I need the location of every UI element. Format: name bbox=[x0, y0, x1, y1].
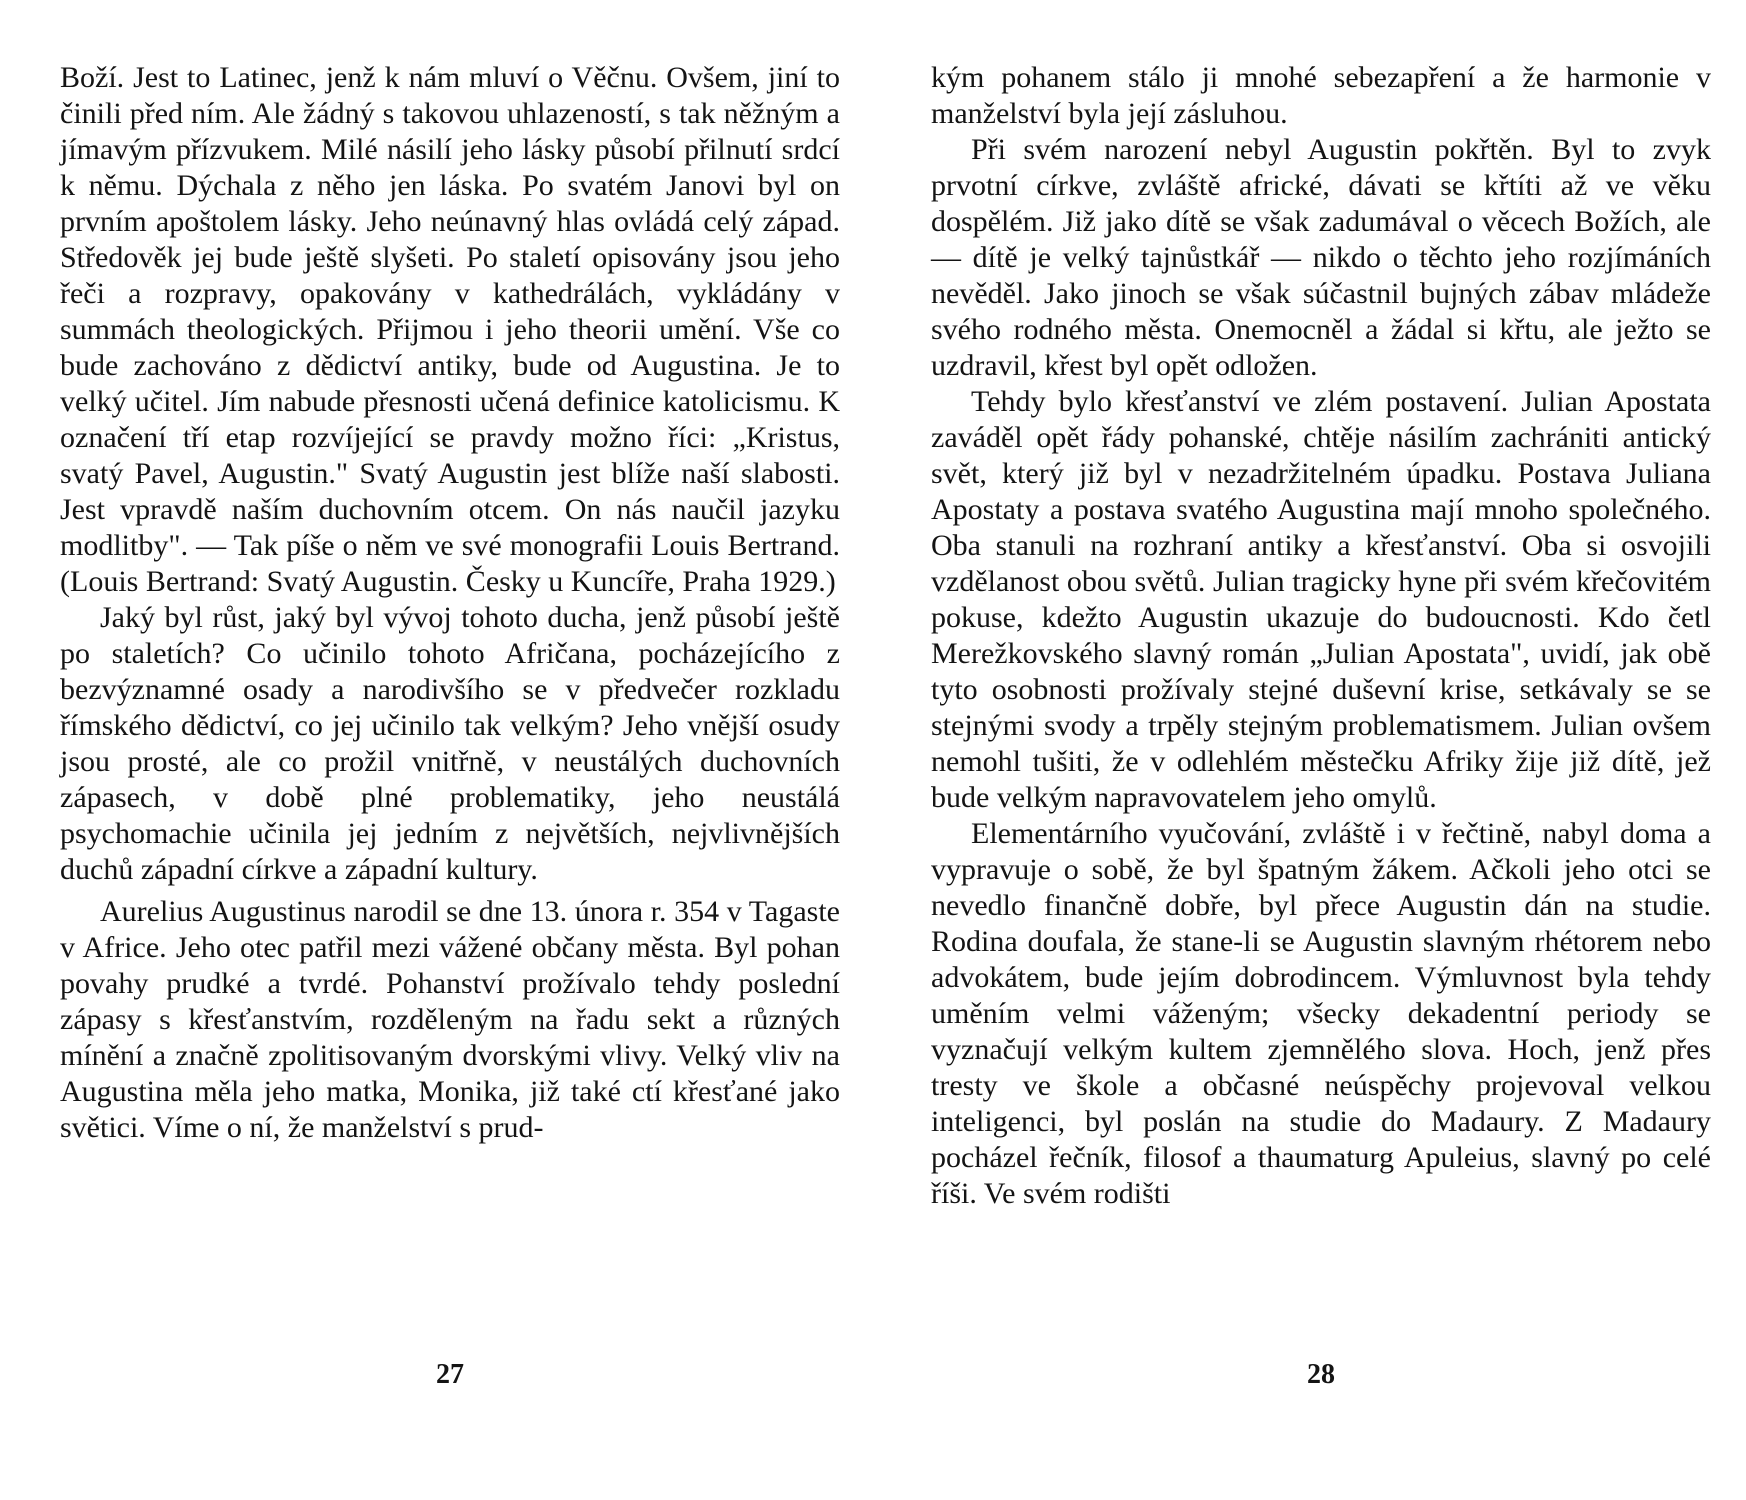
left-page-text bbox=[60, 60, 840, 1146]
right-page-text bbox=[931, 60, 1711, 1212]
paragraph: kým pohanem stálo ji mnohé sebezapření a že harmonie v manželství byla její zásluhou. bbox=[931, 61, 1711, 130]
paragraph: Aurelius Augustinus narodil se dne 13. února r. 354 v Tagaste v Africe. Jeho otec patřil mezi vážené občany města. Byl pohan povahy prudké a tvrdé. Pohanství prožívalo tehdy poslední zápasy s křesťanstvím, rozděleným na řadu sekt a různých mínění a značně zpolitisovaným dvorskými vlivy. Velký vliv na Augustina měla jeho matka, Monika, již také ctí křesťané jako světici. Víme o ní, že manželství s prud- bbox=[60, 895, 840, 1144]
paragraph: Jaký byl růst, jaký byl vývoj tohoto ducha, jenž působí ještě po staletích? Co učinilo tohoto Afričana, pocházejícího z bezvýznamné osady a narodivšího se v předvečer rozkladu římského dědictví, co jej učinilo tak velkým? Jeho vnější osudy jsou prosté, ale co prožil vnitřně, v neustálých duchovních zápasech, v době plné problematiky, jeho neustálá psychomachie učinila jej jedním z největších, nejvlivnějších duchů západní církve a západní kultury. bbox=[60, 601, 840, 886]
paragraph: Tehdy bylo křesťanství ve zlém postavení. Julian Apostata zaváděl opět řády pohanské, chtěje násilím zachrániti antický svět, který již byl v nezadržitelném úpadku. Postava Juliana Apostaty a postava svatého Augustina mají mnoho společného. Oba stanuli na rozhraní antiky a křesťanství. Oba si osvojili vzdělanost obou světů. Julian tragicky hyne při svém křečovitém pokuse, kdežto Augustin ukazuje do budoucnosti. Kdo četl Merežkovského slavný román „Julian Apostata", uvidí, jak obě tyto osobnosti prožívaly stejné duševní krise, setkávaly se se stejnými svody a trpěly stejným problematismem. Julian ovšem nemohl tušiti, že v odlehlém městečku Afriky žije již dítě, jež bude velkým napravovatelem jeho omylů. bbox=[931, 385, 1711, 814]
paragraph: Elementárního vyučování, zvláště i v řečtině, nabyl doma a vypravuje o sobě, že byl špatným žákem. Ačkoli jeho otci se nevedlo finančně dobře, byl přece Augustin dán na studie. Rodina doufala, že stane-li se Augustin slavným rhétorem nebo advokátem, bude jejím dobrodincem. Výmluvnost byla tehdy uměním velmi váženým; všecky dekadentní periody se vyznačují velkým kultem zjemnělého slova. Hoch, jenž přes tresty ve škole a občasné neúspěchy projevoval velkou inteligenci, byl poslán na studie do Madaury. Z Madaury pocházel řečník, filosof a thaumaturg Apuleius, slavný po celé říši. Ve svém rodišti bbox=[931, 817, 1711, 1210]
left-page bbox=[60, 60, 840, 1440]
page-number: 27 bbox=[436, 1359, 464, 1390]
paragraph: Boží. Jest to Latinec, jenž k nám mluví o Věčnu. Ovšem, jiní to činili před ním. Ale žádný s takovou uhlazeností, s tak něžným a jímavým přízvukem. Milé násilí jeho lásky působí přilnutí srdcí k němu. Dýchala z něho jen láska. Po svatém Janovi byl on prvním apoštolem lásky. Jeho neúnavný hlas ovládá celý západ. Středověk jej bude ještě slyšeti. Po staletí opisovány jsou jeho řeči a rozpravy, opakovány v kathedrálách, vykládány v summách theologických. Přijmou i jeho theorii umění. Vše co bude zachováno z dědictví antiky, bude od Augustina. Je to velký učitel. Jím nabude přesnosti učená definice katolicismu. K označení tří etap rozvíjející se pravdy možno říci: „Kristus, svatý Pavel, Augustin." Svatý Augustin jest blíže naší slabosti. Jest vpravdě naším duchovním otcem. On nás naučil jazyku modlitby". — Tak píše o něm ve své monografii Louis Bertrand. (Louis Bertrand: Svatý Augustin. Česky u Kuncíře, Praha 1929.) bbox=[60, 61, 840, 598]
paragraph: Při svém narození nebyl Augustin pokřtěn. Byl to zvyk prvotní církve, zvláště africké, dávati se křtíti až ve věku dospělém. Již jako dítě se však zadumával o věcech Božích, ale — dítě je velký tajnůstkář — nikdo o těchto jeho rozjímáních nevěděl. Jako jinoch se však súčastnil bujných zábav mládeže svého rodného města. Onemocněl a žádal si křtu, ale ježto se uzdravil, křest byl opět odložen. bbox=[931, 133, 1711, 382]
right-page bbox=[931, 60, 1711, 1440]
page-number: 28 bbox=[1307, 1359, 1335, 1390]
